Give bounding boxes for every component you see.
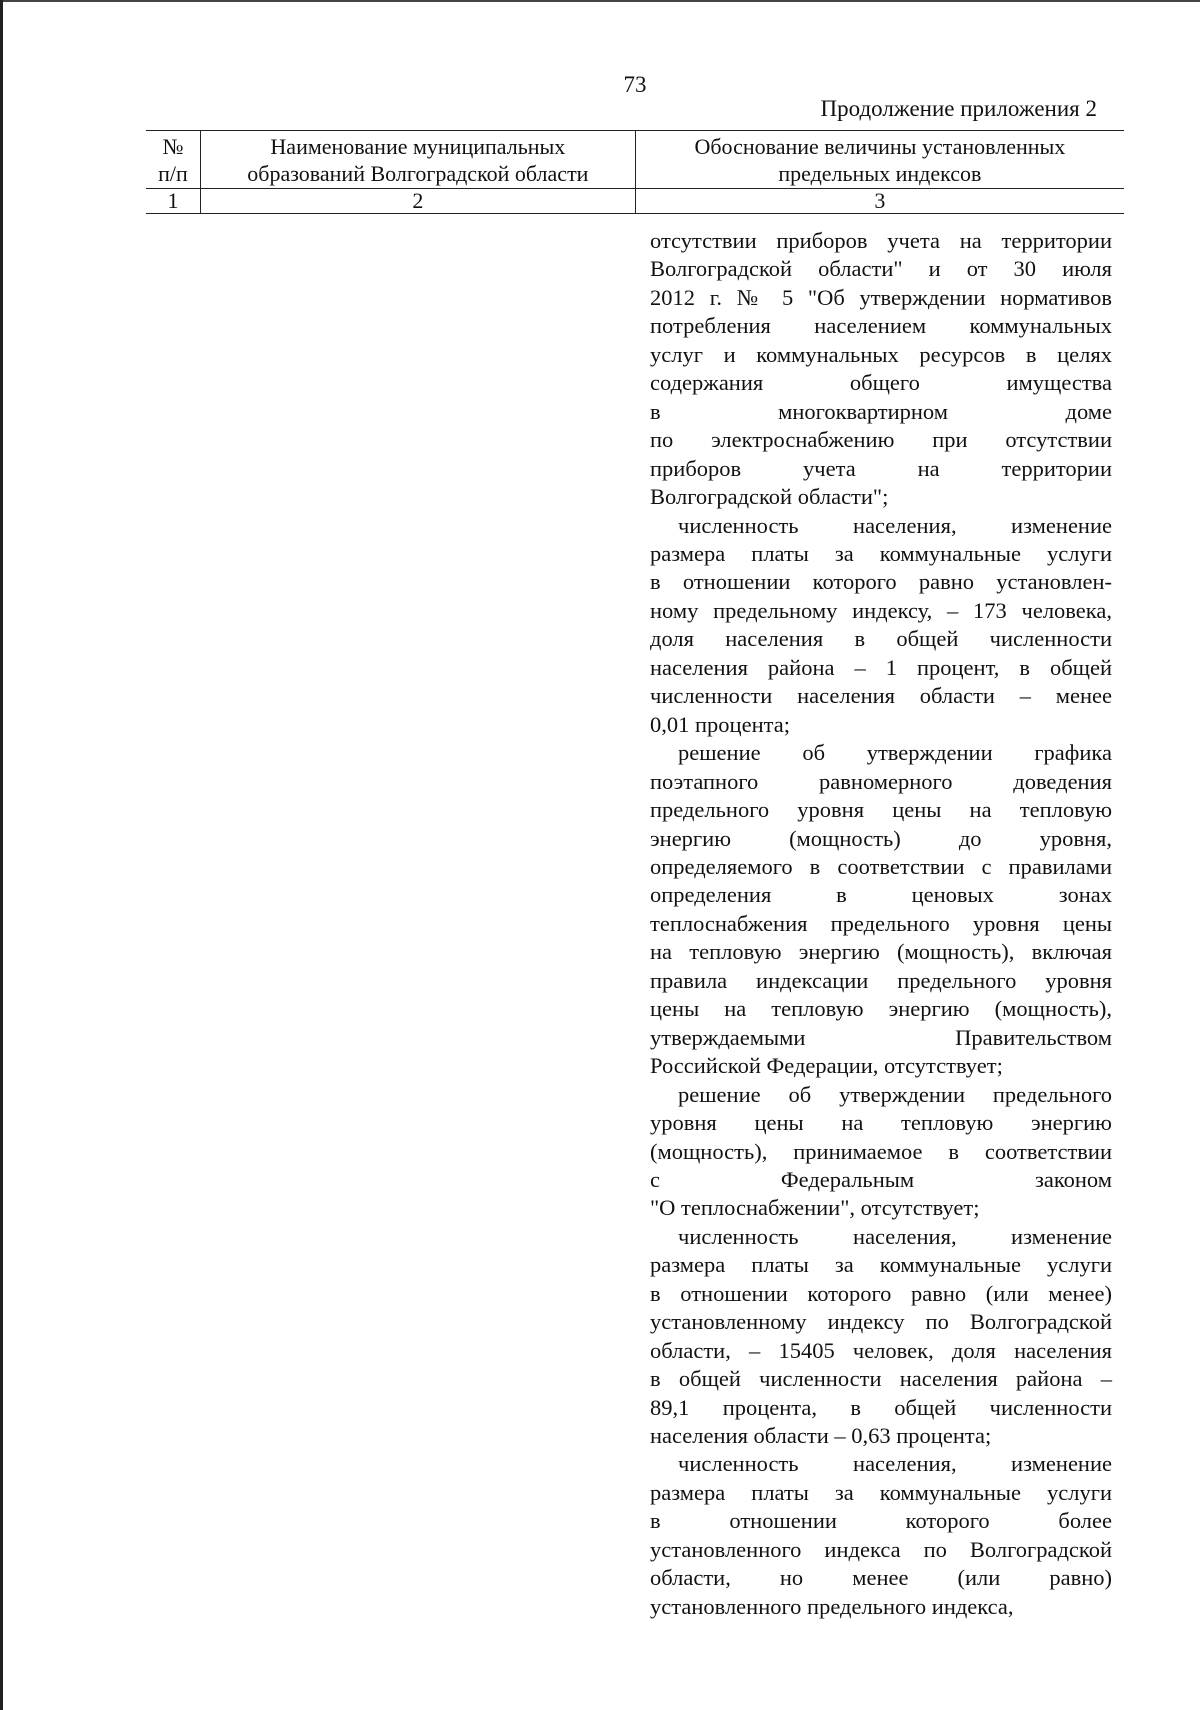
justification-column-text	[650, 227, 1112, 1621]
column-number-row	[146, 189, 1124, 214]
appendix-table-header	[146, 130, 1124, 214]
text-line: приборов учета на территории	[650, 455, 1112, 481]
justification-paragraph	[650, 1450, 1112, 1621]
text-line: поэтапного равномерного доведения	[650, 768, 1112, 794]
text-line: ному предельному индексу, – 173 человека,	[650, 597, 1112, 623]
text-line: в многоквартирном доме	[650, 398, 1112, 424]
text-line: доля населения в общей численности	[650, 626, 1112, 652]
text-line: области, – 15405 человек, доля населения	[650, 1337, 1112, 1363]
text-line: численность населения, изменение	[678, 1223, 1112, 1249]
text-line: утверждаемыми Правительством	[650, 1024, 1112, 1050]
text-line: отсутствии приборов учета на территории	[650, 228, 1112, 253]
text-line: Российской Федерации, отсутствует;	[650, 1053, 1003, 1079]
justification-paragraph	[650, 512, 1112, 740]
text-line: Волгоградской области";	[650, 484, 889, 510]
text-line: численность населения, изменение	[678, 512, 1112, 538]
text-line: установленному индексу по Волгоградской	[650, 1309, 1112, 1335]
text-line: в общей численности населения района –	[650, 1366, 1112, 1392]
text-line: 0,01 процента;	[650, 711, 790, 737]
scan-border-top	[0, 0, 1200, 2]
justification-paragraph	[650, 1081, 1112, 1223]
header-line: Наименование муниципальных	[270, 134, 566, 159]
appendix-continuation-label: Продолжение приложения 2	[820, 96, 1097, 121]
text-line: населения района – 1 процент, в общей	[650, 654, 1112, 680]
text-line: размера платы за коммунальные услуги	[650, 540, 1112, 566]
text-line: по электроснабжению при отсутствии	[650, 427, 1112, 453]
text-line: размера платы за коммунальные услуги	[650, 1252, 1112, 1278]
text-line: 2012 г. № 5 "Об утверждении нормативов	[650, 284, 1112, 310]
text-line: потребления населением коммунальных	[650, 313, 1112, 339]
text-line: на тепловую энергию (мощность), включая	[650, 939, 1112, 965]
text-line: численности населения области – менее	[650, 683, 1112, 709]
text-line: содержания общего имущества	[650, 370, 1112, 396]
text-line: размера платы за коммунальные услуги	[650, 1479, 1112, 1505]
text-line: решение об утверждении графика	[678, 740, 1112, 766]
text-line: установленного индекса по Волгоградской	[650, 1536, 1112, 1562]
text-line: энергию (мощность) до уровня,	[650, 825, 1112, 851]
justification-paragraph	[650, 1223, 1112, 1451]
text-line: услуг и коммунальных ресурсов в целях	[650, 341, 1112, 367]
text-line: с Федеральным законом	[650, 1166, 1112, 1192]
text-line: 89,1 процента, в общей численности	[650, 1394, 1112, 1420]
text-line: (мощность), принимаемое в соответствии	[650, 1138, 1112, 1164]
text-line: численность населения, изменение	[678, 1451, 1112, 1477]
text-line: решение об утверждении предельного	[678, 1081, 1112, 1107]
header-line: п/п	[158, 161, 188, 186]
table-header-row	[146, 131, 1124, 189]
header-line: образований Волгоградской области	[247, 161, 589, 186]
text-line: в отношении которого более	[650, 1508, 1112, 1534]
text-line: цены на тепловую энергию (мощность),	[650, 996, 1112, 1022]
text-line: населения области – 0,63 процента;	[650, 1423, 992, 1449]
text-line: определяемого в соответствии с правилами	[650, 853, 1112, 879]
header-line: №	[162, 134, 184, 159]
text-line: теплоснабжения предельного уровня цены	[650, 910, 1112, 936]
header-cell-justification	[635, 131, 1124, 189]
page-number: 73	[623, 72, 647, 97]
justification-paragraph	[650, 739, 1112, 1080]
text-line: Волгоградской области" и от 30 июля	[650, 256, 1112, 282]
justification-paragraph	[650, 227, 1112, 512]
column-number: 2	[200, 189, 635, 214]
text-line: предельного уровня цены на тепловую	[650, 797, 1112, 823]
text-line: в отношении которого равно (или менее)	[650, 1280, 1112, 1306]
column-number: 1	[146, 189, 200, 214]
column-number: 3	[635, 189, 1124, 214]
text-line: в отношении которого равно установлен-	[650, 569, 1112, 595]
text-line: правила индексации предельного уровня	[650, 967, 1112, 993]
scan-border-left	[0, 0, 3, 1710]
header-cell-number	[146, 131, 200, 189]
text-line: "О теплоснабжении", отсутствует;	[650, 1195, 980, 1221]
text-line: уровня цены на тепловую энергию	[650, 1110, 1112, 1136]
text-line: области, но менее (или равно)	[650, 1565, 1112, 1591]
text-line: определения в ценовых зонах	[650, 882, 1112, 908]
header-line: предельных индексов	[778, 161, 982, 186]
header-cell-municipality	[200, 131, 635, 189]
header-line: Обоснование величины установленных	[694, 134, 1066, 159]
text-line: установленного предельного индекса,	[650, 1593, 1014, 1619]
